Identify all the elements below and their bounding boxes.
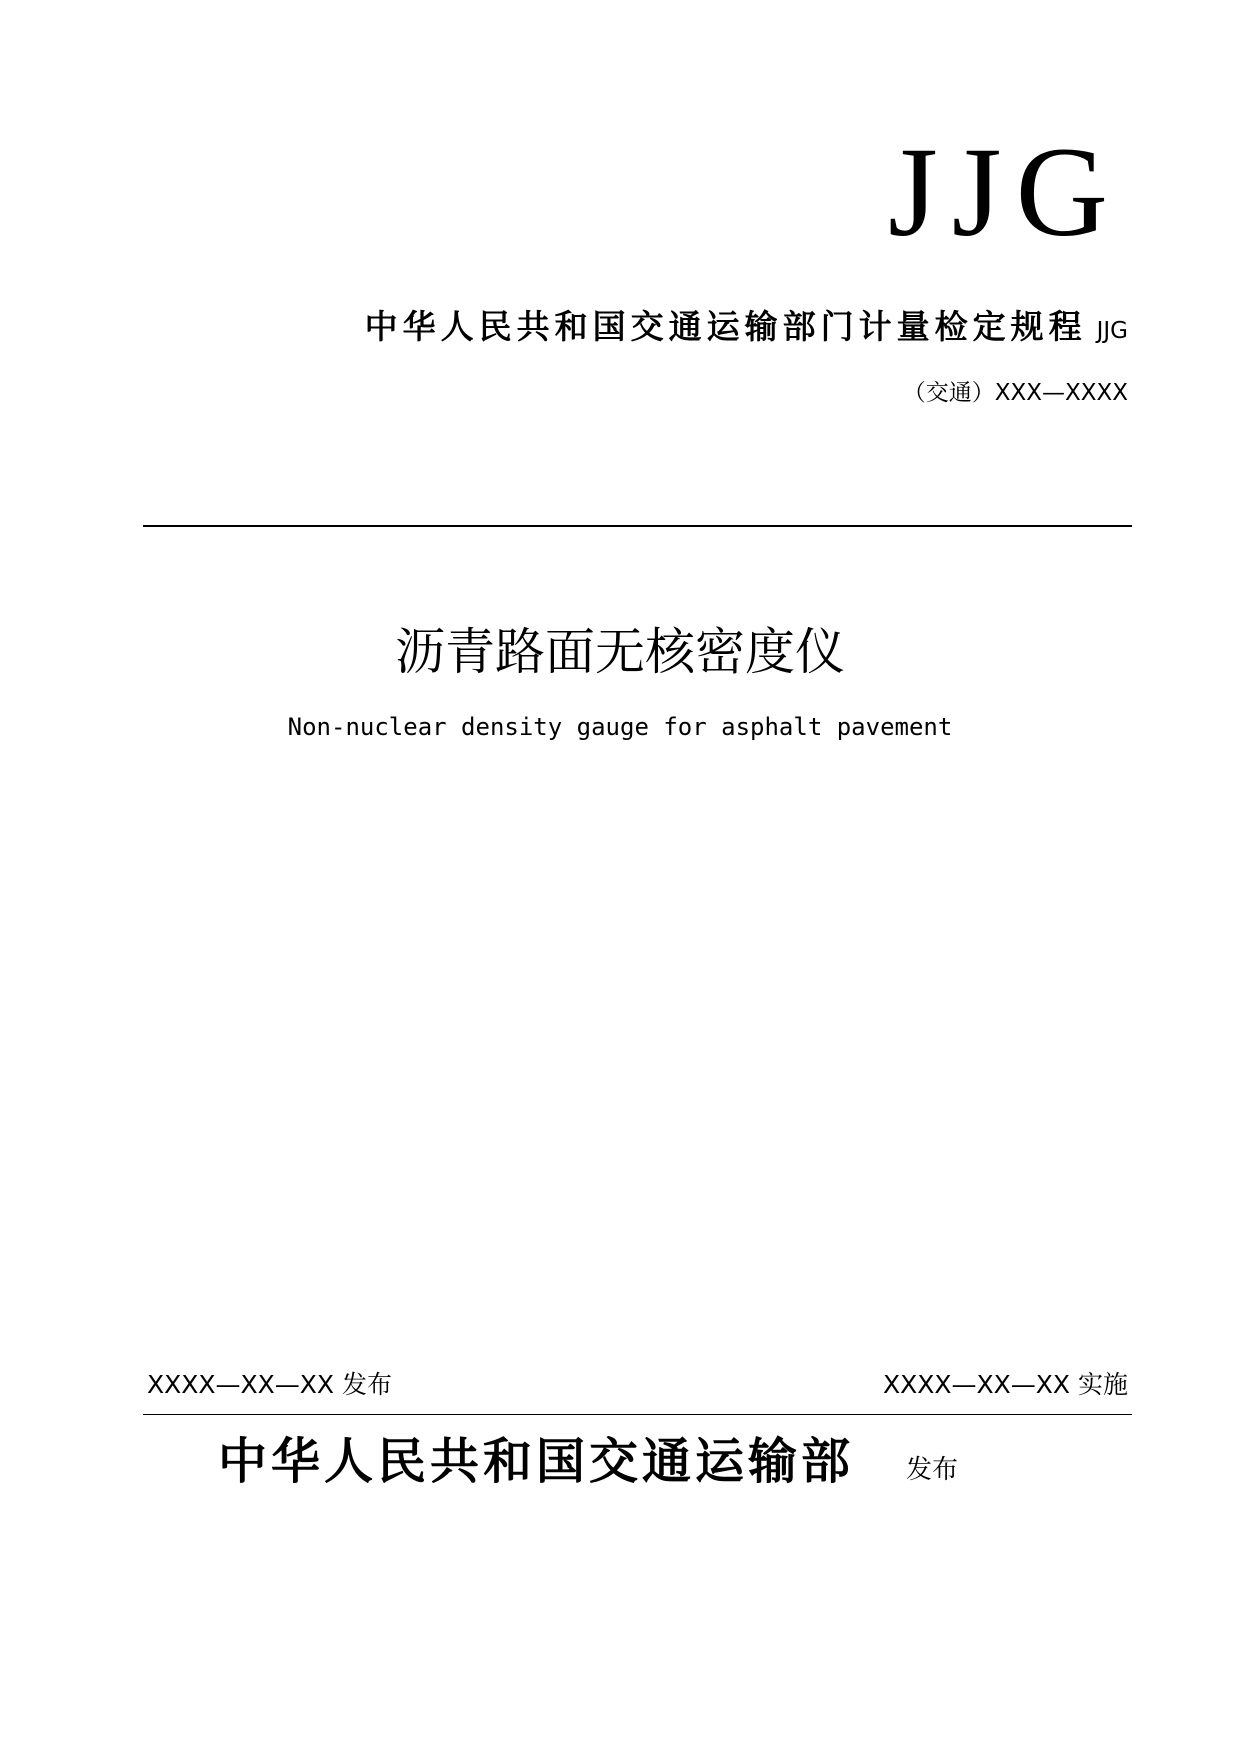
jjg-logo: JJG: [887, 121, 1122, 263]
publisher-suffix: 发布: [906, 1455, 959, 1485]
standard-heading: [365, 301, 1128, 348]
issue-date: XXXX—XX—XX 发布: [147, 1370, 392, 1399]
implementation-date: XXXX—XX—XX 实施: [883, 1370, 1128, 1399]
standard-type: 中华人民共和国交通运输部门计量检定规程: [364, 307, 1087, 346]
document-title-chinese: 沥青路面无核密度仪: [395, 623, 845, 681]
publisher-name: 中华人民共和国交通运输部: [218, 1433, 855, 1490]
standard-code-prefix: JJG: [1096, 318, 1128, 344]
top-divider: [143, 525, 1132, 527]
publisher-line: [218, 1423, 958, 1493]
standard-number: （交通）XXX—XXXX: [902, 380, 1128, 406]
document-title-english: Non-nuclear density gauge for asphalt pavement: [287, 713, 953, 741]
bottom-divider: [143, 1414, 1132, 1415]
